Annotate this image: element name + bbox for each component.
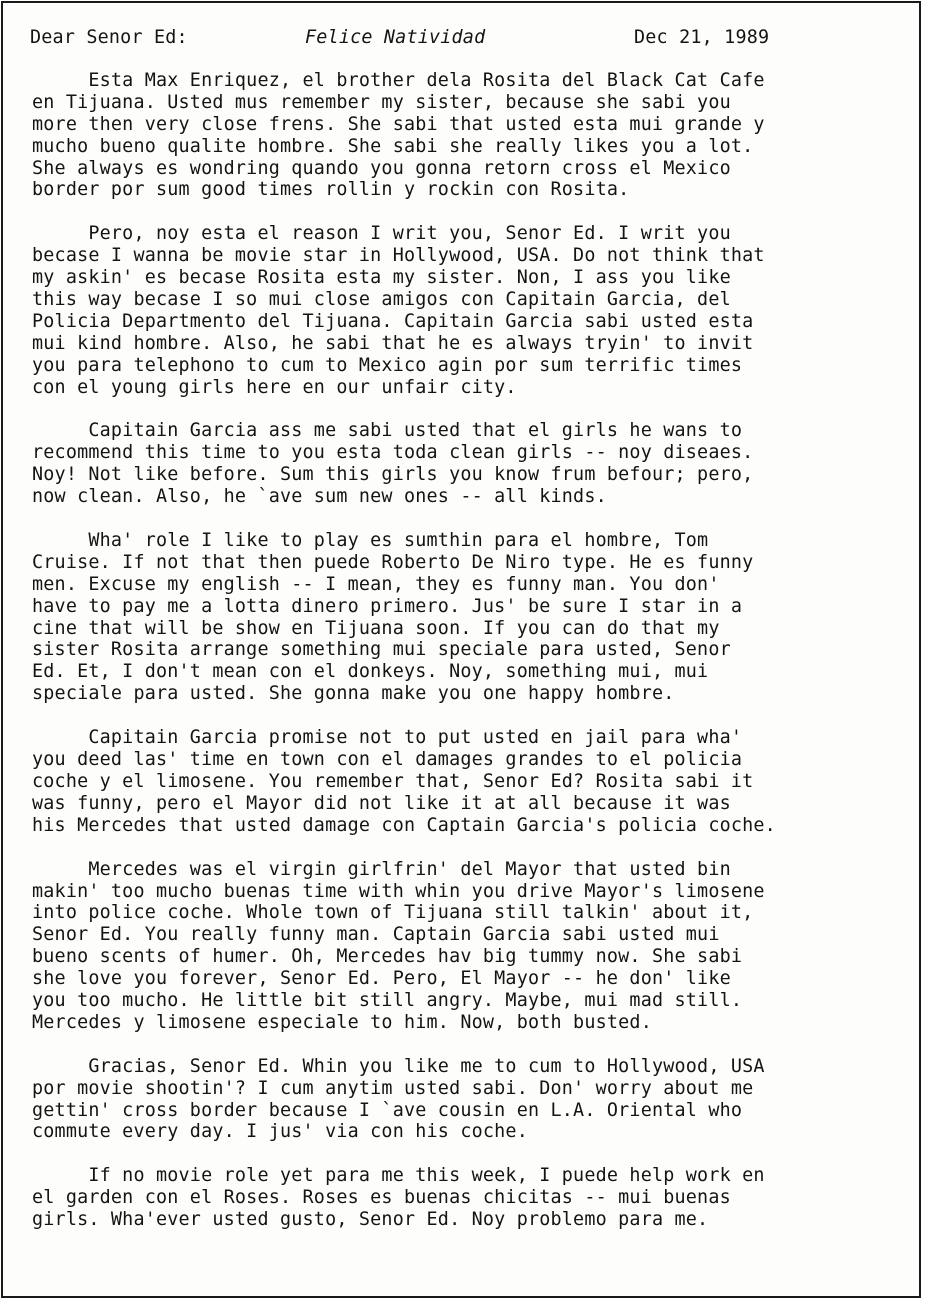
paragraph (32, 1165, 902, 1231)
text-line: speciale para usted. She gonna make you one happy hombre. (32, 683, 675, 705)
paragraph (32, 70, 902, 201)
letter-body (32, 70, 902, 1253)
text-line: con el young girls here en our unfair city. (32, 376, 517, 398)
text-line: commute every day. I jus' via con his coche. (32, 1121, 528, 1143)
text-line: now clean. Also, he `ave sum new ones -- all kinds. (32, 486, 607, 508)
paragraph (32, 1056, 902, 1144)
text-line: his Mercedes that usted damage con Captain Garcia's policia coche. (32, 814, 776, 836)
text-line: Policia Departmento del Tijuana. Capitain Garcia sabi usted esta (32, 310, 754, 332)
text-line: you deed las' time en town con el damages grandes to el policia (32, 749, 743, 771)
text-line: makin' too mucho buenas time with whin you drive Mayor's limosene (32, 880, 765, 902)
text-line: you para telephono to cum to Mexico agin por sum terrific times (32, 354, 743, 376)
text-line: cine that will be show en Tijuana soon. If you can do that my (32, 617, 720, 639)
salutation: Dear Senor Ed: (30, 27, 188, 48)
text-line: she love you forever, Senor Ed. Pero, El Mayor -- he don' like (32, 968, 731, 990)
text-line: Gracias, Senor Ed. Whin you like me to cum to Hollywood, USA (32, 1055, 765, 1077)
letter-header (30, 27, 900, 51)
text-line: Cruise. If not that then puede Roberto De Niro type. He es funny (32, 551, 754, 573)
text-line: Mercedes y limosene especiale to him. Now, both busted. (32, 1011, 652, 1033)
text-line: Capitain Garcia ass me sabi usted that el girls he wans to (32, 420, 743, 442)
text-line: She always es wondring quando you gonna retorn cross el Mexico (32, 157, 731, 179)
paragraph (32, 530, 902, 705)
paragraph (32, 223, 902, 398)
text-line: mucho bueno qualite hombre. She sabi she really likes you a lot. (32, 135, 754, 157)
text-line: Wha' role I like to play es sumthin para el hombre, Tom (32, 530, 709, 552)
text-line: If no movie role yet para me this week, I puede help work en (32, 1165, 765, 1187)
text-line: this way becase I so mui close amigos con Capitain Garcia, del (32, 289, 731, 311)
text-line: becase I wanna be movie star in Hollywood, USA. Do not think that (32, 245, 765, 267)
text-line: Esta Max Enriquez, el brother dela Rosita del Black Cat Cafe (32, 70, 765, 91)
text-line: en Tijuana. Usted mus remember my sister, because she sabi you (32, 91, 731, 113)
text-line: sister Rosita arrange something mui speciale para usted, Senor (32, 639, 731, 661)
text-line: more then very close frens. She sabi that usted esta mui grande y (32, 113, 765, 135)
text-line: gettin' cross border because I `ave cousin en L.A. Oriental who (32, 1099, 743, 1121)
text-line: Capitain Garcia promise not to put usted en jail para wha' (32, 727, 743, 749)
text-line: Senor Ed. You really funny man. Captain Garcia sabi usted mui (32, 924, 720, 946)
paragraph (32, 859, 902, 1034)
text-line: men. Excuse my english -- I mean, they es funny man. You don' (32, 573, 720, 595)
text-line: Mercedes was el virgin girlfrin' del Mayor that usted bin (32, 858, 731, 880)
letter-page (3, 3, 919, 1296)
text-line: have to pay me a lotta dinero primero. Jus' be sure I star in a (32, 595, 743, 617)
text-line: por movie shootin'? I cum anytim usted sabi. Don' worry about me (32, 1077, 754, 1099)
text-line: you too mucho. He little bit still angry. Maybe, mui mad still. (32, 989, 743, 1011)
text-line: girls. Wha'ever usted gusto, Senor Ed. Noy problemo para me. (32, 1209, 709, 1231)
paragraph (32, 420, 902, 508)
text-line: into police coche. Whole town of Tijuana still talkin' about it, (32, 902, 754, 924)
text-line: Pero, noy esta el reason I writ you, Senor Ed. I writ you (32, 223, 731, 245)
text-line: Noy! Not like before. Sum this girls you know frum befour; pero, (32, 464, 754, 486)
text-line: border por sum good times rollin y rockin con Rosita. (32, 179, 630, 201)
paragraph (32, 727, 902, 836)
text-line: bueno scents of humer. Oh, Mercedes hav big tummy now. She sabi (32, 946, 743, 968)
text-line: Ed. Et, I don't mean con el donkeys. Noy, something mui, mui (32, 661, 709, 683)
text-line: was funny, pero el Mayor did not like it at all because it was (32, 792, 731, 814)
text-line: coche y el limosene. You remember that, Senor Ed? Rosita sabi it (32, 770, 754, 792)
text-line: el garden con el Roses. Roses es buenas chicitas -- mui buenas (32, 1187, 731, 1209)
text-line: recommend this time to you esta toda clean girls -- noy diseaes. (32, 442, 754, 464)
text-line: mui kind hombre. Also, he sabi that he es always tryin' to invit (32, 332, 754, 354)
document-frame (1, 1, 921, 1298)
text-line: my askin' es becase Rosita esta my sister. Non, I ass you like (32, 267, 731, 289)
holiday-greeting: Felice Natividad (305, 27, 486, 48)
letter-date: Dec 21, 1989 (634, 27, 770, 48)
